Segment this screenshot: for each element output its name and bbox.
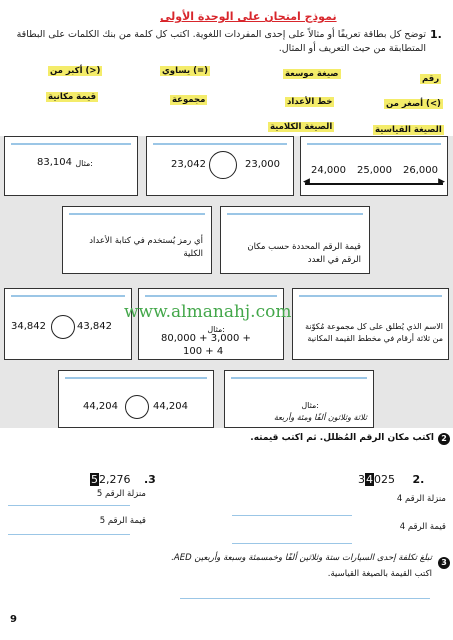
item2-place-label: منزلة الرقم 4 [396, 494, 446, 504]
item2-value-label: قيمة الرقم 4 [399, 522, 446, 532]
item3-value-answer-line[interactable] [8, 534, 130, 535]
watermark: www.almanahj.com [124, 302, 292, 322]
word-bank-item: رقم [422, 74, 440, 84]
compare-right-value: 43,842 [77, 321, 112, 332]
compare-right-value: 44,204 [153, 401, 188, 412]
q3-answer-line[interactable] [180, 598, 430, 599]
number-suffix: 025 [374, 473, 395, 486]
compare-circle[interactable] [51, 315, 75, 339]
expanded-line-1: 80,000 + 3,000 + [161, 333, 251, 344]
word-bank-item: الصيغة القياسية [375, 125, 442, 135]
q2-number-badge: 2 [438, 433, 450, 445]
item3-place-answer-line[interactable] [8, 505, 130, 506]
word-bank-item: قيمة مكانية [48, 92, 97, 102]
card-comparison-2 [4, 288, 132, 360]
card-text: ثلاثة وثلاثون ألفًا ومئة وأربعة [273, 413, 367, 422]
word-bank-item: يساوي (=) [162, 66, 208, 76]
card-value: 83,104 [37, 157, 72, 168]
example-label: مثال: [75, 159, 93, 168]
item-label: .3 [144, 473, 156, 486]
q3-line-2: اكتب القيمة بالصيغة القياسية. [327, 569, 432, 579]
card-digit-definition [62, 206, 212, 274]
item-label: 2. [412, 473, 425, 486]
word-bank-item: أصغر من (<) [386, 99, 441, 109]
page-number: 9 [10, 614, 17, 625]
card-text: أي رمز يُستخدم في كتابة الأعداد الكلية [89, 236, 203, 259]
card-text: قيمة الرقم المحددة حسب مكان الرقم في العدد [247, 242, 361, 265]
numberline-arrow-right-icon: ▶ [438, 177, 445, 187]
example-label: مثال: [301, 401, 319, 410]
numberline-axis [305, 183, 443, 185]
card-comparison [146, 136, 294, 196]
numberline-label: 24,000 [311, 165, 346, 176]
highlighted-digit: 5 [91, 473, 98, 486]
q1-number: 1. [430, 28, 442, 41]
expanded-line-2: 100 + 4 [183, 346, 224, 357]
compare-left-value: 34,842 [11, 321, 46, 332]
compare-left-value: 23,042 [171, 159, 206, 170]
item2-place-answer-line[interactable] [232, 515, 352, 516]
card-word-form-example [224, 370, 374, 428]
card-comparison-3 [58, 370, 214, 428]
numberline-label: 25,000 [357, 165, 392, 176]
numberline-arrow-left-icon: ◀ [303, 177, 310, 187]
card-example-83104 [4, 136, 138, 196]
word-bank-item: مجموعة [172, 95, 206, 105]
word-bank-item: خط الأعداد [287, 97, 333, 107]
number-prefix: 3 [358, 473, 365, 486]
q1-instruction: توضح كل بطاقة تعريفًا أو مثالاً على إحدى المفردات اللغوية. اكتب كل كلمة من بنك الكلمات على البطاقة المتطابقة من حيث التعريف أو المثال. [16, 29, 426, 54]
q2-instruction: اكتب مكان الرقم المُظلل. ثم اكتب قيمته. [250, 433, 434, 443]
q3-number-badge: 3 [438, 557, 450, 569]
item2-value-answer-line[interactable] [232, 543, 352, 544]
card-period-definition [292, 288, 449, 360]
compare-circle[interactable] [209, 151, 237, 179]
card-number-line [300, 136, 448, 196]
example-label: مثال: [207, 325, 225, 334]
numberline-label: 26,000 [403, 165, 438, 176]
page-title: نموذج امتحان على الوحدة الأولى [160, 10, 337, 23]
highlighted-digit: 4 [366, 473, 373, 486]
card-text: الاسم الذي يُطلق على كل مجموعة مُكوّنة من ثلاثة أرقام في مخطط القيمة المكانية [305, 322, 443, 343]
q2-item-2 [358, 473, 424, 486]
compare-right-value: 23,000 [245, 159, 280, 170]
compare-left-value: 44,204 [83, 401, 118, 412]
item3-place-label: منزلة الرقم 5 [96, 489, 146, 499]
word-bank-item: صيغة موسعة [285, 69, 339, 79]
number-suffix: 2,276 [99, 473, 131, 486]
item3-value-label: قيمة الرقم 5 [99, 516, 146, 526]
card-expanded-example [138, 288, 284, 360]
compare-circle[interactable] [125, 395, 149, 419]
q3-line-1: تبلغ تكلفة إحدى السيارات ستة وثلاثين ألفًا وخمسمئة وسبعة وأربعين AED. [171, 553, 432, 563]
word-bank-item: الصيغة الكلامية [270, 122, 333, 132]
q2-item-3 [90, 473, 156, 486]
card-place-value-definition [220, 206, 370, 274]
word-bank-item: أكبر من (>) [50, 66, 101, 76]
